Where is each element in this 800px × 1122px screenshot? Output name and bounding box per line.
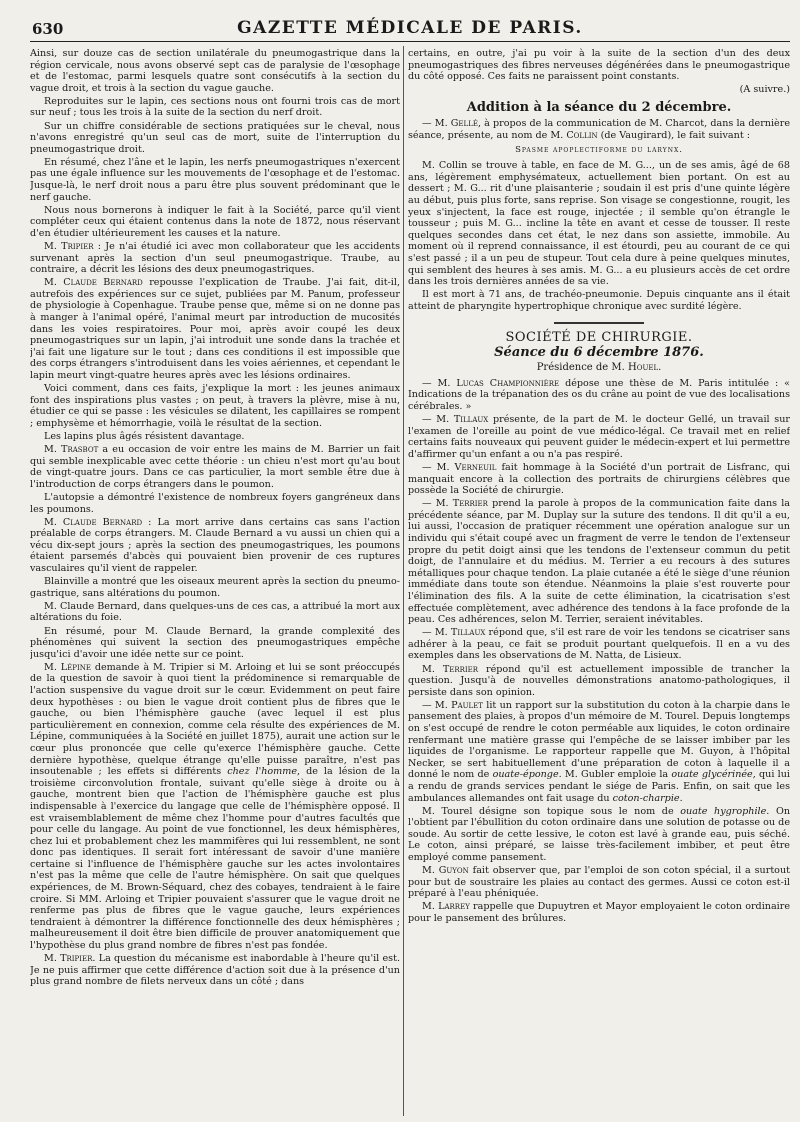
speaker-name: Collin: [566, 130, 598, 142]
page-header: [30, 18, 790, 42]
paragraph: Voici comment, dans ces faits, j'explique la mort : les jeunes animaux font des inspirations plus vastes ; on peut, à travers la plèvre, mise à nu, étudier ce qui se passe : les vésicules se dilatent, les capillaires se rompent ; emphysème et hémorrhagie, voilà le résultat de la section.: [30, 383, 400, 429]
paragraph: L'autopsie a démontré l'existence de nombreux foyers gangréneux dans les poumons.: [30, 491, 400, 515]
paragraph-text: (de Vaugirard), le fait suivant :: [597, 130, 750, 142]
paragraph: Ainsi, sur douze cas de section unilatérale du pneumogastrique dans la région cervicale, nous avons observé sept cas de paralysie de l'œsophage et de l'estomac, parmi lesquels quatre sont consécutifs à la section du vague droit, et trois à la section du vague gauche.: [30, 48, 400, 94]
paragraph-text: . La question du mécanisme est inabordable à l'heure qu'il est. Je ne puis affirmer que cette différence d'action soit due à la présence d'un plus grand nombre de filets nerveux dans un côté ; dans: [30, 953, 400, 988]
paragraph-text: répond que, s'il est rare de voir les tendons se cicatriser sans adhérer à la peau, ce fait se produit pourtant quelquefois. Il en a vu des exemples dans les observations de M. Natta, de Lisieux.: [408, 627, 790, 662]
paragraph-text: : Je n'ai étudié ici avec mon collaborateur que les accidents survenant après la section d'un seul pneumogastrique. Traube, au contraire, a décrit les lésions des deux pneumogastriques.: [30, 241, 400, 276]
speaker-name: — M. Gellé: [422, 118, 478, 130]
speaker-name: M. Claude Bernard: [44, 516, 143, 528]
subheading: Spasme apoplectiforme du larynx.: [515, 144, 683, 155]
italic-text: ouate-éponge: [492, 769, 559, 781]
italic-text: ouate glycérinée: [671, 769, 753, 781]
speaker-name: M. Tripier: [44, 953, 93, 965]
paragraph-text: a eu occasion de voir entre les mains de M. Barrier un fait qui semble inexplicable avec cette théorie : un chieu n'est mort qu'au bout de vingt-quatre jours. Dans ce cas particulier, la mort semble être due à l'introduction de corps étrangers dans le poumon.: [30, 444, 400, 490]
paragraph: Blainville a montré que les oiseaux meurent après la section du pneumo-gastrique, sans altérations du poumon.: [30, 576, 400, 599]
paragraph-text: , à propos de la communication de M. Charcot, dans la dernière séance, présente, au nom de M.: [408, 118, 790, 142]
paragraph-text: , de la lésion de la troisième circonvolution frontale, suivant qu'elle siège à droite ou à gauche, montrent bien que l'action de l'hémisphère gauche est plus indispensable à l'exercice du langage que celle de l'hémisphère opposé. Il est vraisemblablement de même chez l'homme pour d'autres facultés que pour celle du langage. Au point de vue fonctionnel, les deux hémisphères, chez lui et probablement chez les mammifères qui lui ressemblent, ne sont donc pas identiques. Il serait fort intéressant de savoir d'une manière certaine si l'influence de l'hémisphère gauche sur les actes involontaires n'est pas la même que celle de l'autre hémisphère. On sait que quelques expériences, de M. Brown-Séquard, chez des cobayes, tendraient à le faire croire. Si MM. Arloing et Tripier pouvaient s'assurer que le vague droit ne renferme pas plus de fibres que le vague gauche, leurs expériences tendraient à démontrer la différence fonctionnelle des deux hémisphères ; malheureusement il doit être bien difficile de prouver anatomiquement que l'hypothèse du plus grand nombre de fibres n'est pas fondée.: [30, 766, 400, 952]
paragraph: M. Claude Bernard, dans quelques-uns de ces cas, a attribué la mort aux altérations du foie.: [30, 600, 400, 624]
paragraph: Il est mort à 71 ans, de trachéo-pneumonie. Depuis cinquante ans il était atteint de pharyngite hypertrophique chronique avec surdité légère.: [408, 289, 790, 312]
speaker-name: M. Larrey: [422, 901, 470, 913]
society-title: SOCIÉTÉ DE CHIRURGIE.: [505, 329, 693, 345]
paragraph-text: : La mort arrive dans certains cas sans l'action préalable de corps étrangers. M. Claude Bernard a vu aussi un chien qui a vécu dix-sept jours ; après la section des pneumogastriques, les poumons étaient parsemés d'abcès qui pouvaient bien provenir de ces ruptures vasculaires qu'il vient de rappeler.: [30, 516, 400, 575]
page-number: 630: [32, 20, 64, 38]
italic-text: chez l'homme: [227, 766, 298, 778]
presidency-suffix: .: [658, 362, 662, 374]
session-title: Séance du 6 décembre 1876.: [494, 344, 704, 360]
journal-title: GAZETTE MÉDICALE DE PARIS.: [237, 18, 583, 38]
paragraph: Nous nous bornerons à indiquer le fait à la Société, parce qu'il vient compléter ceux qui étaient contenus dans la note de 1872, nous réservant d'en étudier ultérieurement les causes et la nature.: [30, 204, 400, 239]
paragraph-text: repousse l'explication de Traube. J'ai fait, dit-il, autrefois des expériences sur ce sujet, publiées par M. Panum, professeur de physiologie à Copenhague. Traube pense que, même si on ne donne pas à manger à l'animal opéré, l'animal meurt par introduction de mucosités dans les voies respiratoires. Pour moi, après avoir coupé les deux pneumogastriques sur un lapin, j'ai introduit une sonde dans la trachée et j'ai fait une ligature sur le tout ; dans ces conditions il est impossible que des corps étrangers s'introduisent dans les voies aériennes, et cependant le lapin meurt vingt-quatre heures après avec les lésions ordinaires.: [30, 277, 400, 382]
paragraph: Reproduites sur le lapin, ces sections nous ont fourni trois cas de mort sur neuf ; tous les trois à la suite de la section du nerf droit.: [30, 95, 400, 119]
paragraph-text: lit un rapport sur la substitution du coton à la charpie dans le pansement des plaies, à propos d'un mémoire de M. Tourel. Depuis longtemps on s'est occupé de rendre le coton perméable aux liquides, le coton ordinaire renfermant une matière grasse qui l'empêche de se laisser imbiber par les liquides de l'organisme. Le rapporteur rappelle que M. Guyon, à l'hôpital Necker, se sert habituellement d'une préparation de coton à laquelle il a donné le nom de: [408, 699, 790, 781]
speaker-name: M. Lépine: [44, 661, 91, 673]
column-divider: [403, 46, 404, 1116]
left-column: [30, 48, 400, 1118]
paragraph: [30, 241, 400, 276]
paragraph-text: fait hommage à la Société d'un portrait de Lisfranc, qui manquait encore à la collection des portraits de chirurgiens célèbres que possède la Société de chirurgie.: [408, 461, 790, 497]
section-rule: [554, 322, 644, 324]
speaker-name: — M. Terrier: [422, 498, 488, 510]
paragraph: [408, 498, 790, 626]
paragraph-text: , qui lui a rendu de grands services pendant le siége de Paris. Enfin, on sait que les ambulances allemandes ont fait usage du: [408, 769, 790, 804]
paragraph: [408, 414, 790, 460]
paragraph-text: demande à M. Tripier si M. Arloing et lui se sont préoccupés de la question de savoir à quoi tient la prédominence si remarquable de l'action suspensive du vague droit sur le cœur. Evidemment on peut faire deux hypothèses : ou bien le vague droit contient plus de fibres que le gauche, ou bien l'hémisphère gauche (avec lequel il est plus particulièrement en connexion, comme cela résulte des expériences de M. Lépine, communiquées à la Société en juillet 1875), aurait une action sur le cœur plus prononcée que celle qu'exerce l'hémisphère gauche. Cette dernière hypothèse, quelque étrange qu'elle puisse paraître, n'est pas insoutenable ; les effets si différents: [30, 661, 400, 778]
paragraph: [30, 953, 400, 988]
paragraph: [408, 118, 790, 141]
paragraph: En résumé, chez l'âne et le lapin, les nerfs pneumogastriques n'exercent pas une égale influence sur les mouvements de l'œsophage et de l'estomac. Jusque-là, le nerf droit nous a paru être plus souvent prédominant que le nerf gauche.: [30, 156, 400, 203]
paragraph-text: . M. Gubler emploie la: [558, 769, 672, 781]
paragraph: [30, 517, 400, 575]
paragraph-text: M. Tourel désigne son topique sous le nom de: [422, 805, 681, 817]
paragraph-text: répond qu'il est actuellement impossible de trancher la question. Jusqu'à de nouvelles démonstrations anatomo-pathologiques, il persiste dans son opinion.: [408, 663, 790, 698]
paragraph-text: .: [679, 792, 683, 804]
speaker-name: M. Tripier: [44, 241, 94, 252]
speaker-name: M. Terrier: [422, 663, 479, 675]
speaker-name: M. Claude Bernard: [44, 277, 143, 289]
paragraph: [408, 700, 790, 804]
speaker-name: — M. Lucas Championnière: [422, 377, 560, 389]
speaker-name: — M. Verneuil: [422, 461, 497, 473]
paragraph: Les lapins plus âgés résistent davantage.: [44, 431, 245, 442]
paragraph: [408, 664, 790, 699]
paragraph: [30, 277, 400, 381]
paragraph: Sur un chiffre considérable de sections pratiquées sur le cheval, nous n'avons enregistré qu'un seul cas de mort, suite de l'interruption du pneumogastrique droit.: [30, 120, 400, 155]
paragraph: certains, en outre, j'ai pu voir à la suite de la section d'un des deux pneumogastriques des fibres nerveuses dégénérées dans le pneumogastrique du côté opposé. Ces faits ne paraissent point constants.: [408, 48, 790, 83]
paragraph: [408, 901, 790, 924]
speaker-name: — M. Tillaux: [422, 414, 489, 426]
paragraph: [408, 806, 790, 864]
right-column: [408, 48, 790, 1118]
presidency: [408, 362, 790, 374]
paragraph-text: . On l'obtient par l'ébullition du coton ordinaire dans une solution de potasse ou de soude. Au sortir de cette lessive, le coton est lavé à grande eau, puis séché. Le coton, ainsi préparé, se laisse très-facilement imbiber, et peut être employé comme pansement.: [408, 805, 790, 863]
paragraph-text: présente, de la part de M. le docteur Gellé, un travail sur l'examen de l'oreille au point de vue médico-légal. Ce travail met en relief certains faits nouveaux qui peuvent guider le médecin-expert et lui permettre d'affirmer qu'un enfant a ou n'a pas respiré.: [408, 414, 790, 460]
paragraph-text: prend la parole à propos de la communication faite dans la précédente séance, par M. Duplay sur la suture des tendons. Il dit qu'il a eu, lui aussi, l'occasion de pratiquer récemment une opération analogue sur un individu qui s'était coupé avec un fragment de verre le tendon de l'extenseur propre du petit doigt ainsi que les tendons de l'extenseur commun du petit doigt, de l'annulaire et du médius. M. Terrier a eu recours à des sutures métalliques pour chaque tendon. La plaie cutanée a été le siège d'une réunion immédiate dans toute son étendue. Néanmoins la plaie s'est rouverte pour l'élimination des fils. A la suite de cette élimination, la cicatrisation s'est effectuée complètement, avec adhérence des tendons à la face profonde de la peau. Ces adhérences, selon M. Terrier, seraient inévitables.: [408, 498, 790, 626]
italic-text: coton-charpie: [612, 792, 680, 804]
presidency-prefix: Présidence de M.: [536, 362, 628, 374]
paragraph: [30, 662, 400, 952]
paragraph: [408, 627, 790, 662]
president-name: Houel: [628, 362, 659, 374]
speaker-name: M. Guyon: [422, 865, 469, 877]
speaker-name: — M. Tillaux: [422, 627, 486, 639]
italic-text: ouate hygrophile: [680, 805, 767, 817]
speaker-name: — M. Paulet: [422, 699, 483, 711]
paragraph-text: fait observer que, par l'emploi de son coton spécial, il a surtout pour but de soustraire les plaies au contact des germes. Aussi ce coton est-il préparé à l'eau phéniquée.: [408, 865, 790, 900]
section-heading: Addition à la séance du 2 décembre.: [466, 99, 732, 115]
paragraph: [408, 378, 790, 413]
paragraph: [30, 444, 400, 490]
paragraph: En résumé, pour M. Claude Bernard, la grande complexité des phénomènes qui suivent la section des pneumogastriques empêche jusqu'ici d'avoir une idée nette sur ce point.: [30, 625, 400, 660]
paragraph: [408, 462, 790, 497]
paragraph: M. Collin se trouve à table, en face de M. G..., un de ses amis, âgé de 68 ans, légèrement emphysémateux, actuellement bien portant. On est au dessert ; M. G... rit d'une plaisanterie ; soudain il est pris d'une quinte légère au début, puis plus forte, sans reprise. Son visage se congestionne, rougit, les yeux s'injectent, la face est rouge, injectée ; il semble qu'on étrangle le tousseur ; puis M. G... incline la tête en avant et cesse de tousser. Il reste quelques secondes dans cet état, le nez dans son assiette, immobile. Au moment où il reprend connaissance, il est étourdi, peu au courant de ce qui s'est passé ; il a un peu de stupeur. Tout cela dure à peine quelques minutes, qui semblent des heures à ses amis. M. G... a eu plusieurs accès de cet ordre dans les trois dernières années de sa vie.: [408, 160, 790, 288]
paragraph-text: rappelle que Dupuytren et Mayor employaient le coton ordinaire pour le pansement des brûlures.: [408, 901, 790, 924]
speaker-name: M. Trasbot: [44, 444, 99, 456]
paragraph: [408, 865, 790, 900]
to-be-continued: (A suivre.): [739, 84, 790, 96]
paragraph-text: dépose une thèse de M. Paris intitulée : « Indications de la trépanation des os du crâne au point de vue des localisations cérébrales. »: [408, 377, 790, 412]
